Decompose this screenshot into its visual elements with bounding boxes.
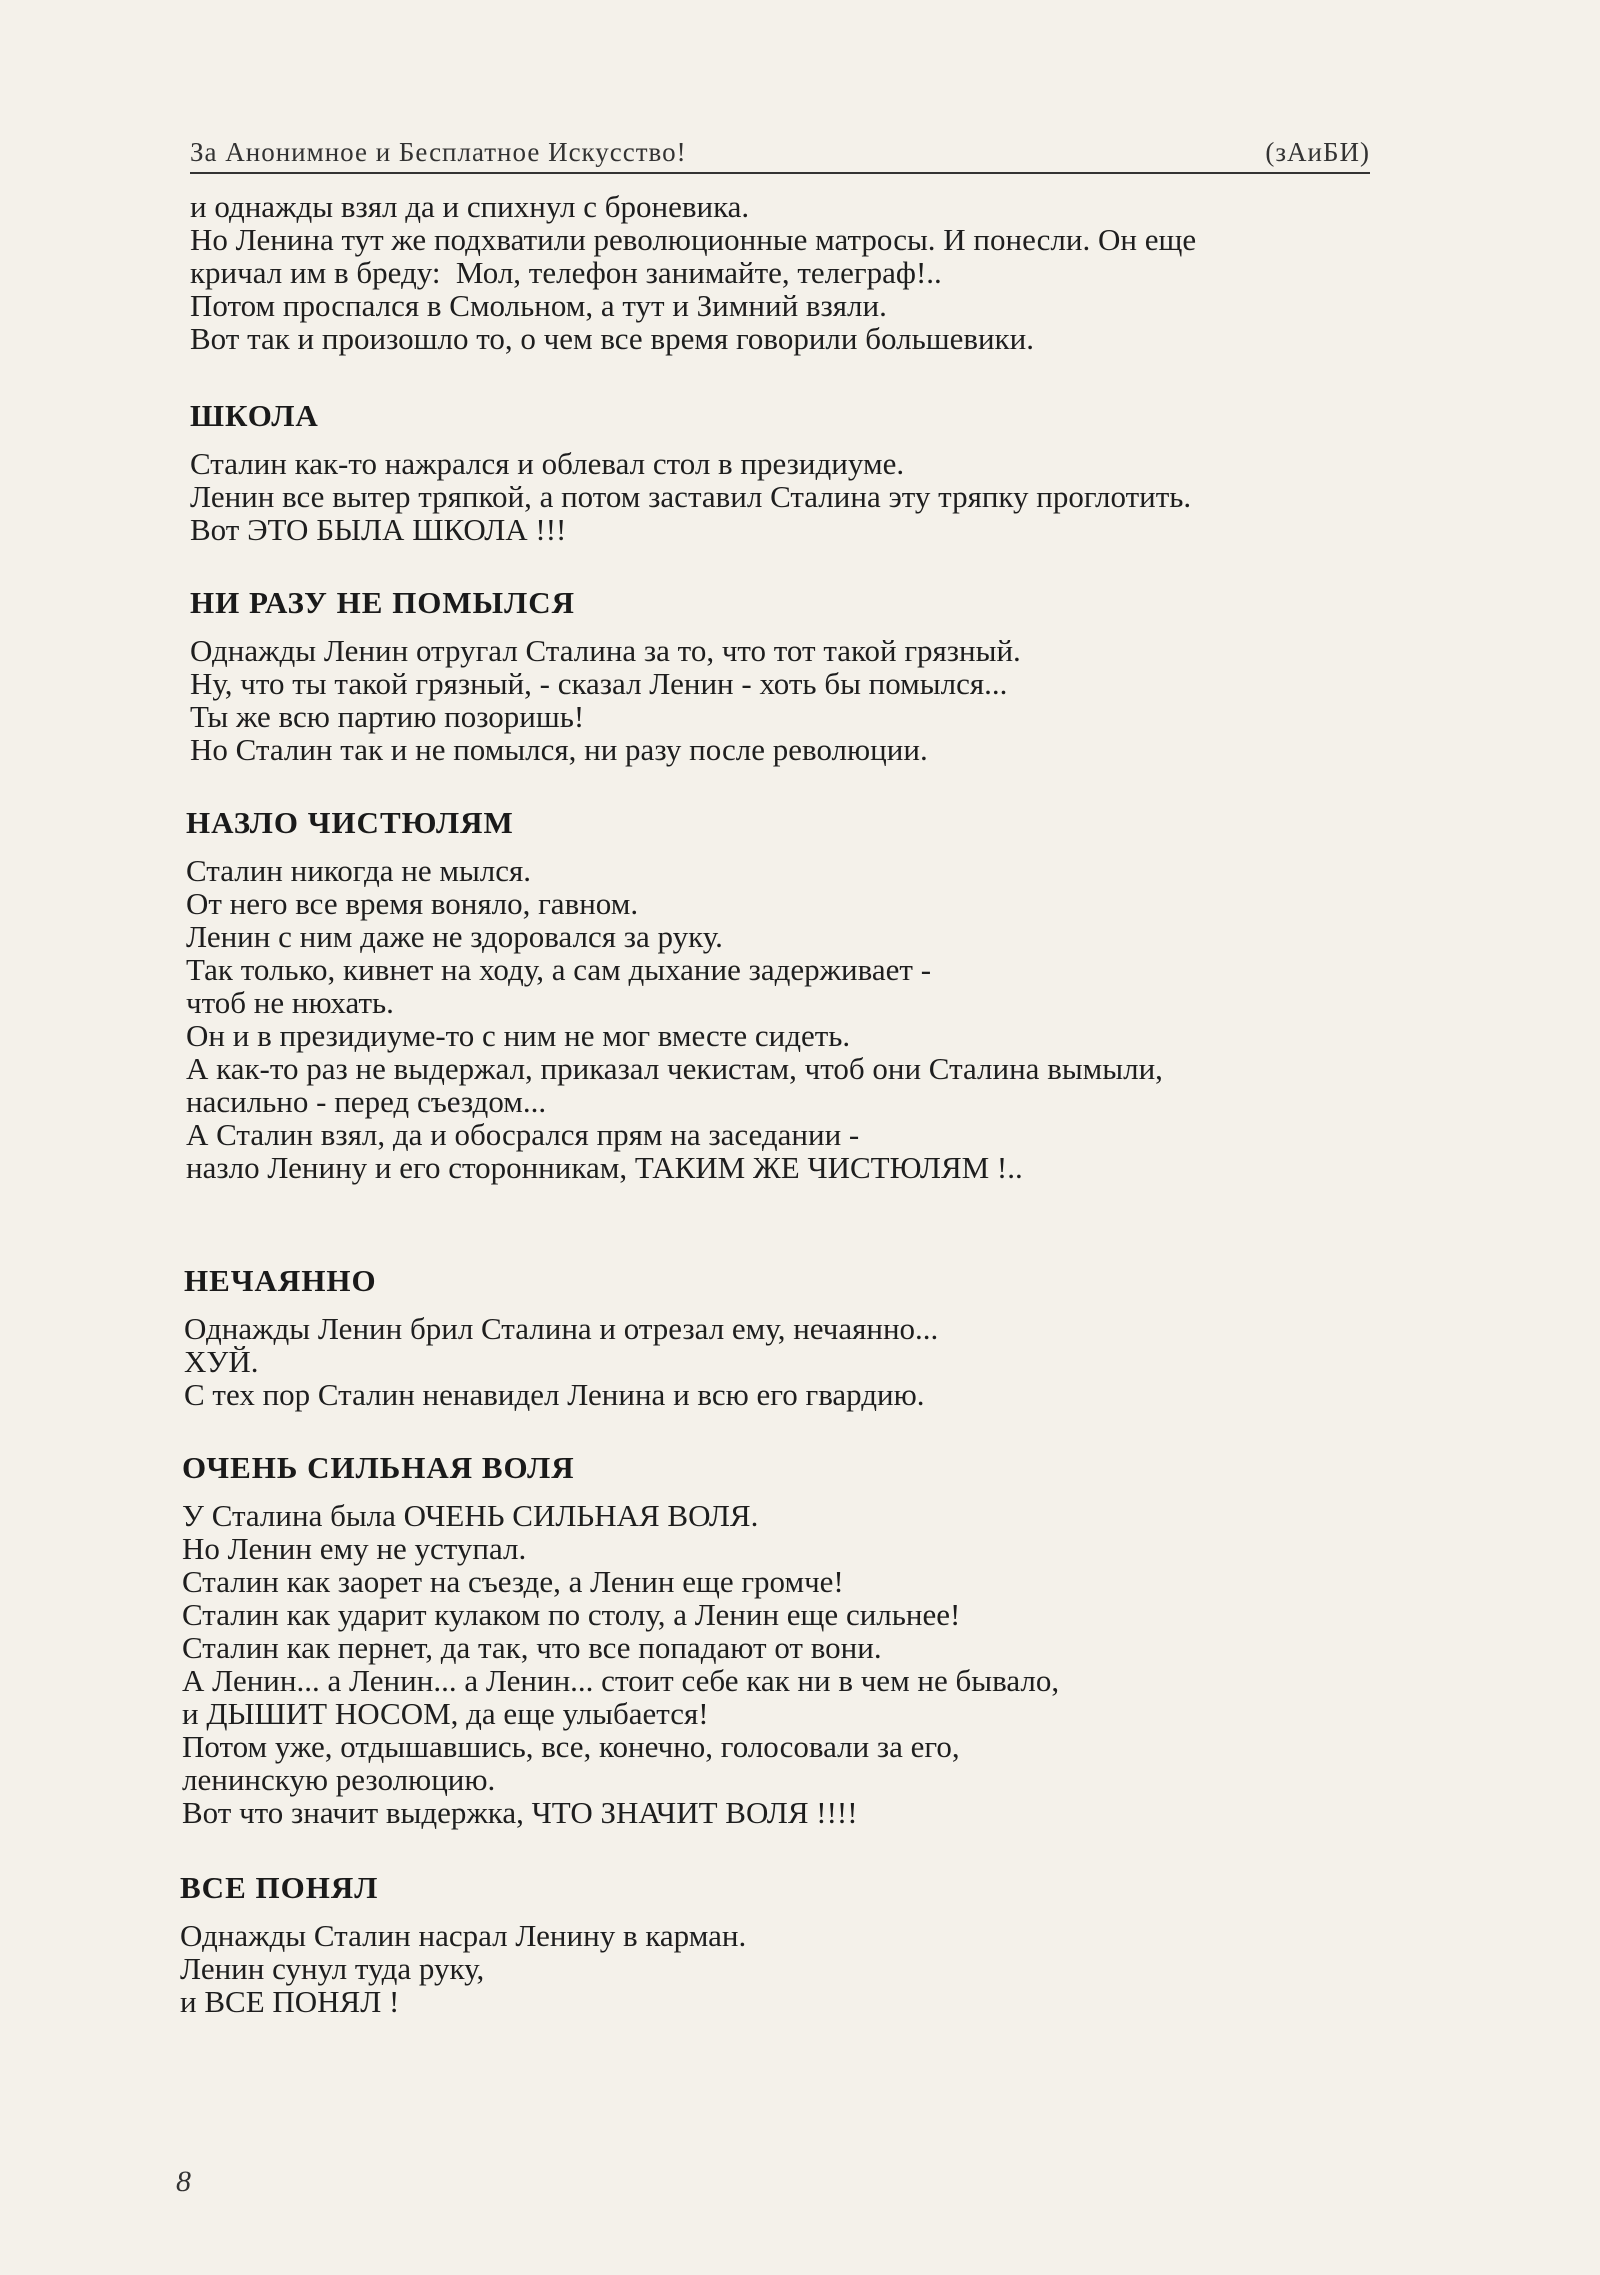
- section-ni-razu-ne-pomylsya: [190, 586, 1380, 766]
- text-line: кричал им в бреду: Мол, телефон занимайте, телеграф!..: [190, 255, 942, 290]
- text-line: ХУЙ.: [184, 1344, 259, 1379]
- text-line: А как-то раз не выдержал, приказал чекистам, чтоб они Сталина вымыли,: [186, 1051, 1163, 1086]
- section-ochen-silnaya-volya: [182, 1451, 1380, 1829]
- header-abbreviation: (зАиБИ): [1265, 137, 1370, 167]
- text-line: Потом проспался в Смольном, а тут и Зимний взяли.: [190, 288, 887, 323]
- section-nechayanno: [184, 1264, 1380, 1411]
- intro-lines: [190, 190, 1380, 355]
- text-line: Сталин как пернет, да так, что все попадают от вони.: [182, 1630, 882, 1665]
- text-line: и ДЫШИТ НОСОМ, да еще улыбается!: [182, 1696, 709, 1731]
- section-vse-ponyal: [180, 1871, 1380, 2018]
- section-title: ОЧЕНЬ СИЛЬНАЯ ВОЛЯ: [182, 1450, 575, 1485]
- section-title: ШКОЛА: [190, 398, 319, 433]
- text-line: А Ленин... а Ленин... а Ленин... стоит себе как ни в чем не бывало,: [182, 1663, 1060, 1698]
- text-line: Ну, что ты такой грязный, - сказал Ленин - хоть бы помылся...: [190, 666, 1008, 701]
- text-line: Ленин все вытер тряпкой, а потом заставил Сталина эту тряпку проглотить.: [190, 479, 1192, 514]
- section-lines: [190, 634, 1380, 766]
- section-nazlo-chistyulyam: [186, 806, 1380, 1184]
- text-line: От него все время воняло, гавном.: [186, 886, 639, 921]
- section-title: НЕЧАЯННО: [184, 1263, 377, 1298]
- section-lines: [182, 1499, 1380, 1829]
- section-lines: [184, 1312, 1380, 1411]
- text-line: Однажды Ленин брил Сталина и отрезал ему, нечаянно...: [184, 1311, 939, 1346]
- text-line: Сталин как-то нажрался и облевал стол в президиуме.: [190, 446, 905, 481]
- text-line: Сталин никогда не мылся.: [186, 853, 532, 888]
- page-content: [180, 190, 1380, 2018]
- text-line: и однажды взял да и спихнул с броневика.: [190, 189, 750, 224]
- text-line: Но Сталин так и не помылся, ни разу после революции.: [190, 732, 928, 767]
- text-line: Вот что значит выдержка, ЧТО ЗНАЧИТ ВОЛЯ !!!!: [182, 1795, 858, 1830]
- text-line: Он и в президиуме-то с ним не мог вместе сидеть.: [186, 1018, 851, 1053]
- text-line: Но Ленин ему не уступал.: [182, 1531, 527, 1566]
- text-line: А Сталин взял, да и обосрался прям на заседании -: [186, 1117, 860, 1152]
- section-lines: [180, 1919, 1380, 2018]
- section-shkola: [190, 399, 1380, 546]
- text-line: Сталин как ударит кулаком по столу, а Ленин еще сильнее!: [182, 1597, 961, 1632]
- text-line: Потом уже, отдышавшись, все, конечно, голосовали за его,: [182, 1729, 960, 1764]
- text-line: насильно - перед съездом...: [186, 1084, 547, 1119]
- header-title: За Анонимное и Бесплатное Искусство!: [190, 137, 687, 167]
- section-title: ВСЕ ПОНЯЛ: [180, 1870, 379, 1905]
- text-line: чтоб не нюхать.: [186, 985, 394, 1020]
- text-line: Ленин с ним даже не здоровался за руку.: [186, 919, 723, 954]
- text-line: Однажды Сталин насрал Ленину в карман.: [180, 1918, 747, 1953]
- text-line: С тех пор Сталин ненавидел Ленина и всю его гвардию.: [184, 1377, 925, 1412]
- section-title: НИ РАЗУ НЕ ПОМЫЛСЯ: [190, 585, 575, 620]
- text-line: Сталин как заорет на съезде, а Ленин еще громче!: [182, 1564, 844, 1599]
- text-line: Ты же всю партию позоришь!: [190, 699, 585, 734]
- section-lines: [186, 854, 1380, 1184]
- text-line: У Сталина была ОЧЕНЬ СИЛЬНАЯ ВОЛЯ.: [182, 1498, 759, 1533]
- text-line: назло Ленину и его сторонникам, ТАКИМ ЖЕ ЧИСТЮЛЯМ !..: [186, 1150, 1023, 1185]
- text-line: Ленин сунул туда руку,: [180, 1951, 485, 1986]
- section-lines: [190, 447, 1380, 546]
- text-line: Но Ленина тут же подхватили революционные матросы. И понесли. Он еще: [190, 222, 1197, 257]
- text-line: Вот ЭТО БЫЛА ШКОЛА !!!: [190, 512, 567, 547]
- header-rule: [190, 172, 1370, 174]
- text-line: Вот так и произошло то, о чем все время говорили большевики.: [190, 321, 1034, 356]
- intro-section: [190, 190, 1380, 355]
- running-header: [190, 128, 1370, 168]
- text-line: Однажды Ленин отругал Сталина за то, что тот такой грязный.: [190, 633, 1021, 668]
- text-line: Так только, кивнет на ходу, а сам дыхание задерживает -: [186, 952, 932, 987]
- section-title: НАЗЛО ЧИСТЮЛЯМ: [186, 805, 514, 840]
- page-number: 8: [176, 2165, 191, 2198]
- text-line: ленинскую резолюцию.: [182, 1762, 496, 1797]
- text-line: и ВСЕ ПОНЯЛ !: [180, 1984, 400, 2019]
